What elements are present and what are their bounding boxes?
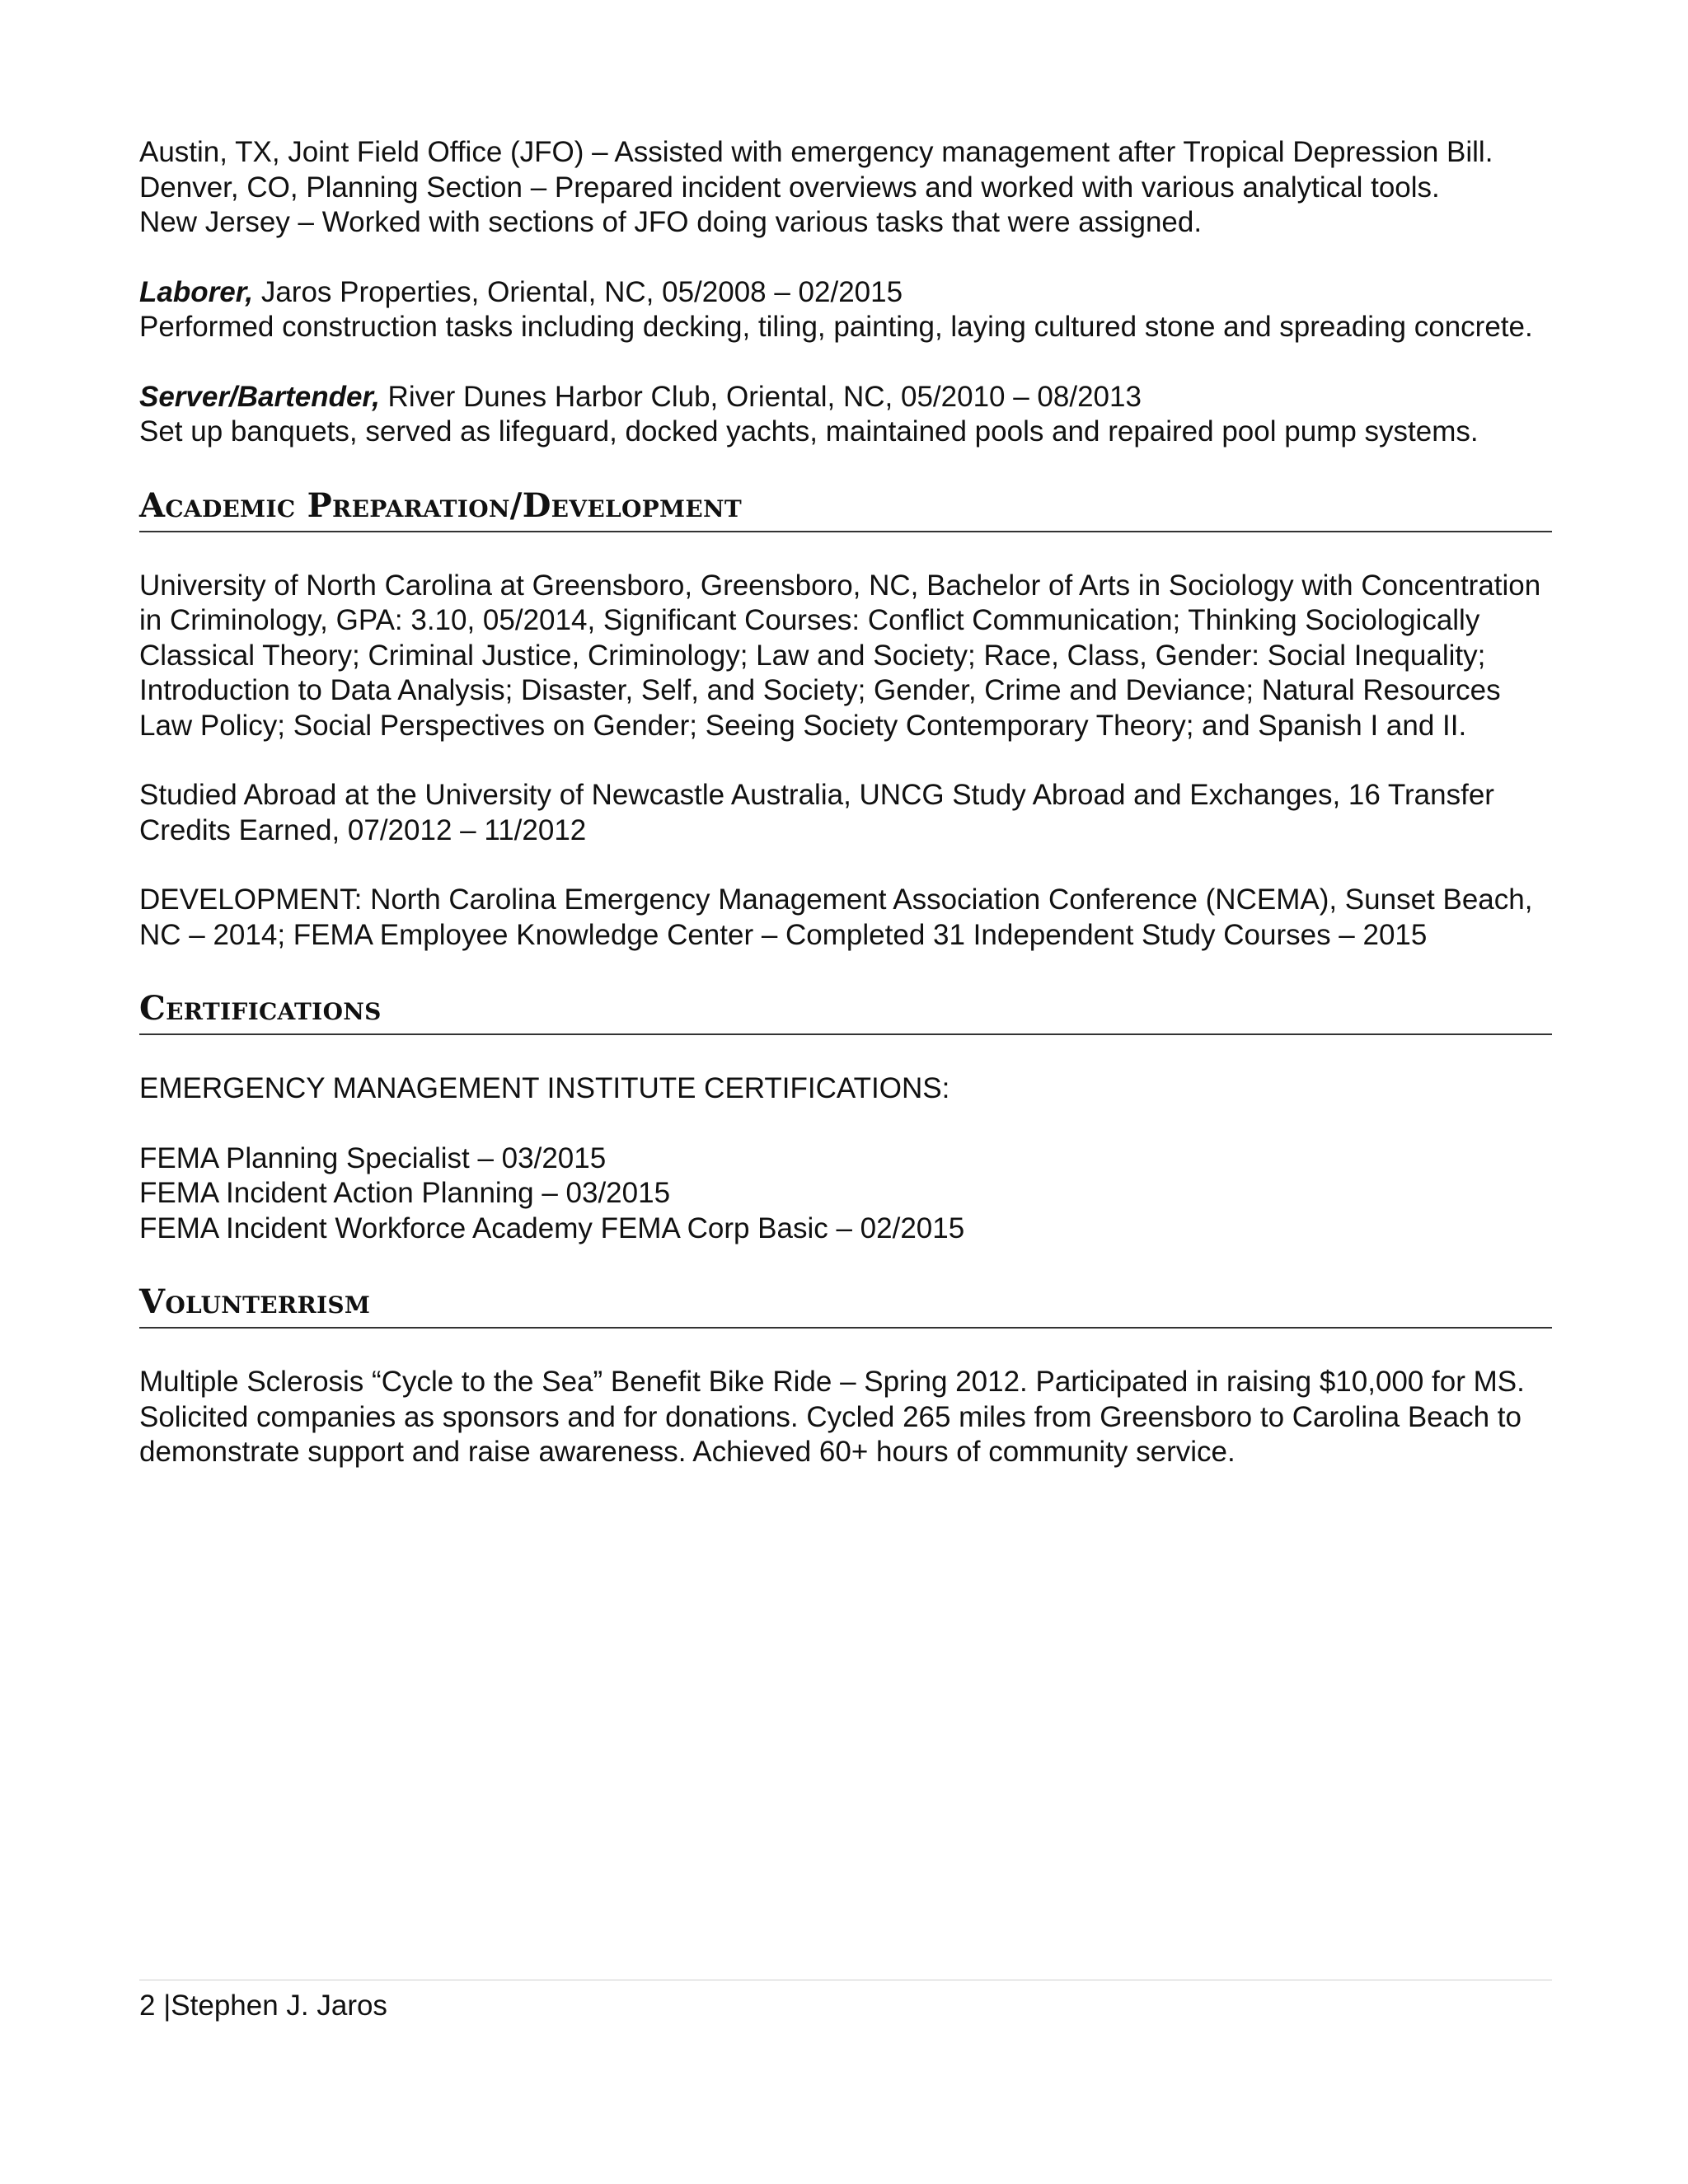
certification-item: FEMA Planning Specialist – 03/2015 bbox=[139, 1141, 607, 1174]
certifications-heading: Certifications bbox=[139, 989, 382, 1028]
job-header bbox=[139, 275, 1552, 311]
degree-paragraph: University of North Carolina at Greensboro, Greensboro, NC, Bachelor of Arts in Sociology with Concentration in Criminology, GPA: 3.10, 05/2014, Significant Courses: Conflict Communication; Thinking Sociologically Classical Theory; Criminal Justice, Criminology; Law and Society; Race, Class, Gender: Social Inequality; Introduction to Data Analysis; Disaster, Self, and Society; Gender, Crime and Deviance; Natural Resources Law Policy; Social Perspectives on Gender; Seeing Society Contemporary Theory; and Spanish I and II. bbox=[139, 569, 1541, 742]
certification-list bbox=[139, 1141, 1552, 1247]
section-heading-academic bbox=[139, 486, 1552, 532]
page-footer bbox=[139, 1980, 1552, 2023]
experience-line: New Jersey – Worked with sections of JFO doing various tasks that were assigned. bbox=[139, 206, 1203, 238]
study-abroad-paragraph: Studied Abroad at the University of Newcastle Australia, UNCG Study Abroad and Exchanges, 16 Transfer Credits Earned, 07/2012 – 11/2012 bbox=[139, 779, 1494, 846]
job-entry-laborer bbox=[139, 275, 1552, 345]
resume-page bbox=[139, 135, 1552, 1470]
academic-heading: Academic Preparation/Development bbox=[139, 485, 742, 525]
section-heading-certifications bbox=[139, 989, 1552, 1035]
experience-line: Denver, CO, Planning Section – Prepared incident overviews and worked with various analytical tools. bbox=[139, 171, 1440, 204]
volunteer-heading: Volunterrism bbox=[139, 1282, 371, 1321]
job-header bbox=[139, 380, 1552, 415]
volunteer-section bbox=[139, 1365, 1552, 1470]
volunteer-paragraph: Multiple Sclerosis “Cycle to the Sea” Benefit Bike Ride – Spring 2012. Participated in raising $10,000 for MS. Solicited companies as sponsors and for donations. Cycled 265 miles from Greensboro to Carolina Beach to demonstrate support and raise awareness. Achieved 60+ hours of community service. bbox=[139, 1366, 1525, 1468]
certifications-intro: EMERGENCY MANAGEMENT INSTITUTE CERTIFICATIONS: bbox=[139, 1072, 950, 1104]
academic-section bbox=[139, 569, 1552, 954]
job-org: Jaros Properties, Oriental, NC, 05/2008 – 02/2015 bbox=[253, 275, 903, 308]
job-org: River Dunes Harbor Club, Oriental, NC, 05/2010 – 08/2013 bbox=[379, 380, 1142, 413]
experience-line: Austin, TX, Joint Field Office (JFO) – Assisted with emergency management after Tropical Depression Bill. bbox=[139, 136, 1493, 168]
job-title: Server/Bartender, bbox=[139, 380, 380, 413]
job-title: Laborer, bbox=[139, 275, 254, 308]
footer-text: 2 |Stephen J. Jaros bbox=[139, 1990, 387, 2022]
job-description: Set up banquets, served as lifeguard, docked yachts, maintained pools and repaired pool pump systems. bbox=[139, 415, 1479, 448]
job-entry-server bbox=[139, 380, 1552, 450]
certifications-section bbox=[139, 1071, 1552, 1246]
certification-item: FEMA Incident Workforce Academy FEMA Corp Basic – 02/2015 bbox=[139, 1212, 965, 1244]
job-description: Performed construction tasks including decking, tiling, painting, laying cultured stone and spreading concrete. bbox=[139, 311, 1533, 343]
certification-item: FEMA Incident Action Planning – 03/2015 bbox=[139, 1177, 671, 1209]
continued-experience bbox=[139, 135, 1552, 241]
development-paragraph: DEVELOPMENT: North Carolina Emergency Management Association Conference (NCEMA), Sunset Beach, NC – 2014; FEMA Employee Knowledge Center – Completed 31 Independent Study Courses – 2015 bbox=[139, 883, 1533, 951]
section-heading-volunteer bbox=[139, 1282, 1552, 1329]
